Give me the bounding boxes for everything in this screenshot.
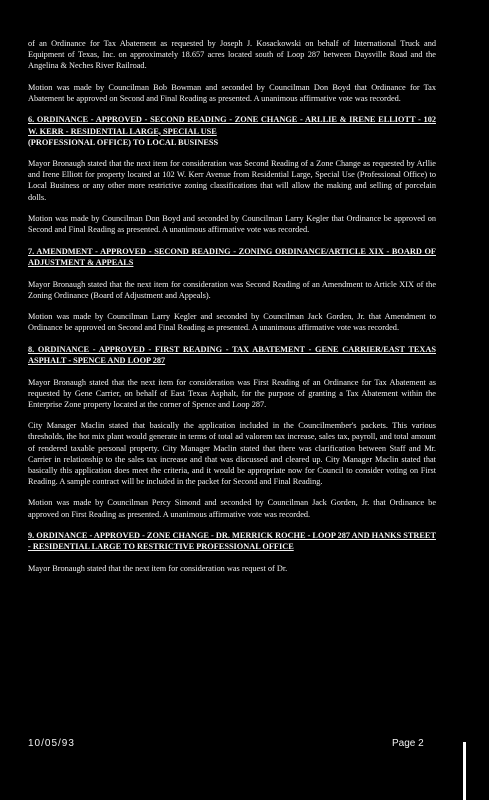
heading-text: 8. ORDINANCE - APPROVED - FIRST READING - TAX ABATEMENT - GENE CARRIER/EAST TEXAS ASPHALT - SPENCE AND LOOP 287 — [28, 344, 436, 365]
section-heading — [28, 530, 436, 552]
scan-edge-mark — [463, 742, 466, 800]
paragraph: of an Ordinance for Tax Abatement as requested by Joseph J. Kosackowski on behalf of International Truck and Equipment of Texas, Inc. on approximately 18.657 acres located south of Loop 287 between Daysville Road and the Angelina & Neches River Railroad. — [28, 39, 436, 71]
section-heading — [28, 114, 436, 147]
paragraph: Mayor Bronaugh stated that the next item for consideration was Second Reading of an Amendment to Article XIX of the Zoning Ordinance (Board of Adjustment and Appeals). — [28, 279, 436, 300]
heading-text: 6. ORDINANCE - APPROVED - SECOND READING - ZONE CHANGE - ARLLIE & IRENE ELLIOTT - 102 W. KERR - RESIDENTIAL LARGE, SPECIAL USE — [28, 115, 436, 136]
paragraph: Motion was made by Councilman Don Boyd and seconded by Councilman Larry Kegler that Ordinance be approved on Second and Final Reading as presented. A unanimous affirmative vote was recorded. — [28, 214, 436, 235]
section-heading — [28, 246, 436, 268]
paragraph: Mayor Bronaugh stated that the next item for consideration was Second Reading of a Zone Change as requested by Arllie and Irene Elliott for property located at 102 W. Kerr Avenue from Residential Large, Special Use (Professional Office) to Local Business or any other more restrictive zoning classifications that will allow the making and selling of porcelain dolls. — [28, 159, 436, 202]
footer-page-number: Page 2 — [392, 738, 424, 749]
paragraph: Motion was made by Councilman Percy Simond and seconded by Councilman Jack Gorden, Jr. that Ordinance be approved on First Reading as presented. A unanimous affirmative vote was recorded. — [28, 498, 436, 519]
heading-text: 7. AMENDMENT - APPROVED - SECOND READING - ZONING ORDINANCE/ARTICLE XIX - BOARD OF ADJUSTMENT & APPEALS — [28, 246, 436, 267]
paragraph: Mayor Bronaugh stated that the next item for consideration was request of Dr. — [28, 563, 288, 573]
paragraph: City Manager Maclin stated that basically the application included in the Councilmember's packets. This various thresholds, the hot mix plant would generate in terms of total ad valorem tax increase, sales tax, payroll, and total amount of rendered taxable personal property. City Manager Maclin stated that there was clarification between Staff and Mr. Carrier in relationship to the sales tax increase and that was discussed and cleared up. City Manager Maclin stated that basically this application does meet the criteria, and it would be appropriate now for Council to consider voting on First Reading. A sample contract will be included in the packet for Second and Final Reading. — [28, 421, 436, 486]
heading-tail-text: (PROFESSIONAL OFFICE) TO LOCAL BUSINESS — [28, 137, 219, 147]
heading-text: 9. ORDINANCE - APPROVED - ZONE CHANGE - DR. MERRICK ROCHE - LOOP 287 AND HANKS STREET - RESIDENTIAL LARGE TO RESTRICTIVE PROFESSIONAL OFFICE — [28, 531, 436, 552]
footer-date: 10/05/93 — [28, 738, 75, 749]
paragraph: Motion was made by Councilman Bob Bowman and seconded by Councilman Don Boyd that Ordinance for Tax Abatement be approved on Second and Final Reading as presented. A unanimous affirmative vote was recorded. — [28, 82, 436, 103]
section-heading — [28, 344, 436, 366]
paragraph: Mayor Bronaugh stated that the next item for consideration was First Reading of an Ordinance for Tax Abatement as requested by Gene Carrier, on behalf of East Texas Asphalt, for the purpose of granting a Tax Abatement within the Enterprise Zone property located at the corner of Spence and Loop 287. — [28, 377, 436, 409]
minutes-body — [28, 38, 436, 584]
paragraph: Motion was made by Councilman Larry Kegler and seconded by Councilman Jack Gorden, Jr. that Amendment to Ordinance be approved on Second and Final Reading as presented. A unanimous affirmative vote was recorded. — [28, 312, 436, 333]
